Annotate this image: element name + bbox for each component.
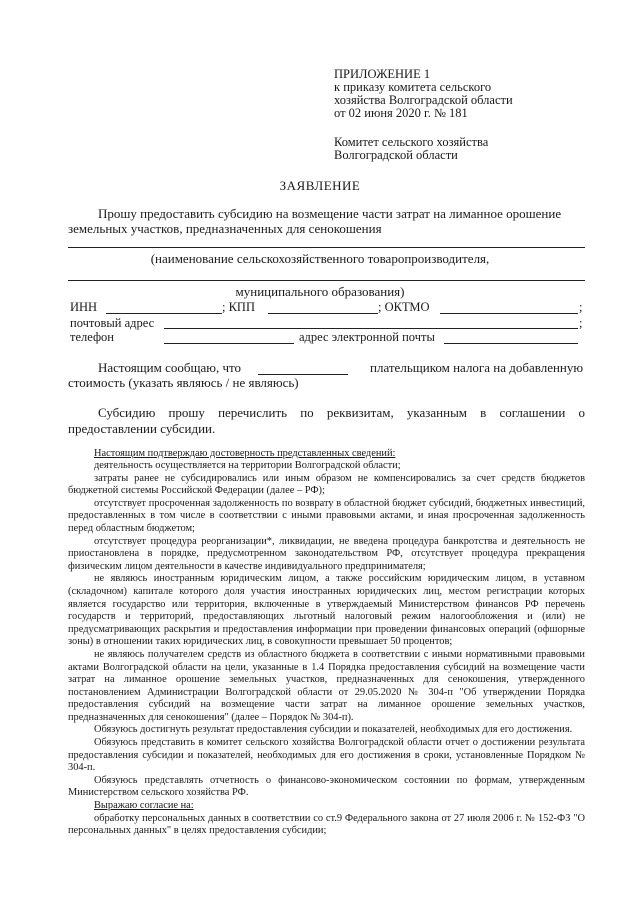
postal-address-field[interactable] bbox=[164, 328, 578, 329]
phone-label: телефон bbox=[70, 330, 114, 344]
inn-label: ИНН bbox=[70, 300, 98, 314]
appendix-order-date: от 02 июня 2020 г. № 181 bbox=[334, 106, 468, 120]
addressee: Комитет сельского хозяйства bbox=[334, 135, 489, 149]
vat-line-start: Настоящим сообщаю, что bbox=[98, 360, 242, 375]
producer-name-line[interactable] bbox=[68, 247, 585, 248]
oktmo-field[interactable] bbox=[440, 313, 578, 314]
obligation-3: Обязуюсь представлять отчетность о финансово-экономическом состоянии по формам, утвержденным Министерством сельского хозяйства РФ. bbox=[68, 774, 585, 799]
addressee: Волгоградской области bbox=[334, 148, 458, 162]
appendix-line: хозяйства Волгоградской области bbox=[334, 93, 513, 107]
obligation-2: Обязуюсь представить в комитет сельского хозяйства Волгоградской области отчет о достижении результата предоставления субсидии и показателей, необходимых для его достижения в сроки, установленные Порядком № 304-п. bbox=[68, 737, 585, 774]
appendix-title: ПРИЛОЖЕНИЕ 1 bbox=[334, 67, 431, 81]
kpp-label: ; КПП bbox=[222, 300, 255, 314]
appendix-line: к приказу комитета сельского bbox=[334, 80, 492, 94]
municipality-caption: муниципального образования) bbox=[235, 284, 405, 299]
kpp-field[interactable] bbox=[268, 313, 378, 314]
consent-heading-text: Выражаю согласие на: bbox=[94, 800, 194, 812]
producer-caption: (наименование сельскохозяйственного товаропроизводителя, bbox=[150, 251, 490, 266]
inn-field[interactable] bbox=[106, 313, 222, 314]
consent-heading bbox=[68, 800, 585, 813]
declaration-item: не являюсь иностранным юридическим лицом, а также российским юридическим лицом, в уставном (складочном) капитале которого доля участия иностранных юридических лиц, местом регистрации которых является государство или территория, включенные в утверждаемый Министерством финансов РФ перечень государств и территорий, предоставляющих льготный налоговый режим налогообложения и (или) не предусматривающих раскрытия и предоставления информации при проведении финансовых операций (офшорные зоны) в отношении таких юридических лиц, в совокупности превышает 50 процентов; bbox=[68, 573, 585, 648]
appendix-header bbox=[334, 68, 513, 162]
declarations-list bbox=[68, 460, 585, 838]
obligation-1: Обязуюсь достигнуть результат предоставления субсидии и показателей, необходимых для его достижения. bbox=[94, 724, 573, 736]
declaration-item: отсутствует просроченная задолженность по возврату в областной бюджет субсидий, бюджетных инвестиций, предоставленных в том числе в соответствии с иными правовыми актами, и иная просроченная задолженность перед областным бюджетом; bbox=[68, 497, 585, 534]
declaration-item: не являюсь получателем средств из областного бюджета в соответствии с иными нормативными правовыми актами Волгоградской области на цели, указанные в 1.4 Порядка предоставления субсидий на возмещение части затрат на лиманное орошение земельных участков, предназначенных для сенокошения, утвержденного постановлением Администрации Волгоградской области от 29.05.2020 № 304-п "Об утверждении Порядка предоставления субсидий на возмещение части затрат на лиманное орошение земельных участков, предназначенных для сенокошения" (далее – Порядок № 304-п). bbox=[68, 648, 585, 723]
oktmo-label: ; ОКТМО bbox=[378, 300, 430, 314]
postal-label: почтовый адрес bbox=[70, 316, 155, 330]
transfer-line-2: предоставлении субсидии. bbox=[68, 421, 216, 436]
email-field[interactable] bbox=[444, 343, 578, 344]
semicolon: ; bbox=[579, 300, 583, 314]
request-line-2: земельных участков, предназначенных для сенокошения bbox=[68, 221, 382, 236]
semicolon: ; bbox=[579, 316, 583, 330]
confirm-heading-text: Настоящим подтверждаю достоверность представленных сведений: bbox=[94, 448, 396, 459]
vat-line-2: стоимость (указать являюсь / не являюсь) bbox=[68, 375, 299, 390]
municipality-line[interactable] bbox=[68, 280, 585, 281]
request-line-1: Прошу предоставить субсидию на возмещение части затрат на лиманное орошение bbox=[98, 206, 562, 221]
consent-item: обработку персональных данных в соответствии со ст.9 Федерального закона от 27 июля 2006 г. № 152-ФЗ "О персональных данных" в целях предоставления субсидии; bbox=[68, 812, 585, 837]
document-title: ЗАЯВЛЕНИЕ bbox=[279, 178, 361, 193]
vat-line-end: плательщиком налога на добавленную bbox=[370, 360, 584, 375]
phone-field[interactable] bbox=[164, 343, 294, 344]
declaration-item: отсутствует процедура реорганизации*, ликвидации, не введена процедура банкротства и деятельность не приостановлена в порядке, предусмотренном законодательством РФ, отсутствует процедура прекращения физическим лицом деятельности в качестве индивидуального предпринимателя; bbox=[68, 535, 585, 572]
confirm-heading bbox=[94, 448, 395, 461]
declaration-item: деятельность осуществляется на территории Волгоградской области; bbox=[94, 460, 401, 471]
transfer-line-1: Субсидию прошу перечислить по реквизитам, указанным в соглашении о bbox=[98, 405, 585, 420]
email-label: адрес электронной почты bbox=[299, 330, 435, 344]
declaration-item: затраты ранее не субсидировались или иным образом не компенсировались за счет средств бюджетов бюджетной системы Российской Федерации (далее – РФ); bbox=[68, 472, 585, 497]
